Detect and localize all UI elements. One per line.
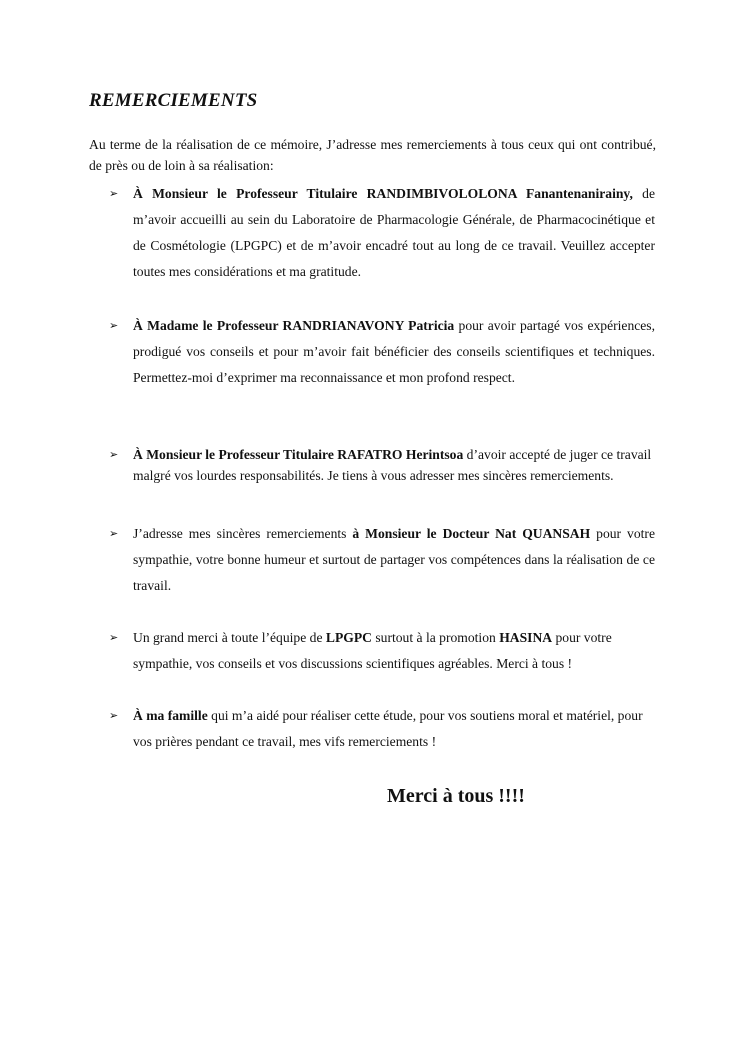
honoree-name: À Monsieur le Professeur Titulaire RANDIMBIVOLOLONA Fanantenanirainy,	[133, 186, 633, 201]
acknowledgement-body: d’avoir accepté de juger ce travail malgré vos lourdes responsabilités. Je tiens à vous adresser mes sincères remerciements.	[133, 447, 652, 483]
acknowledgement-text	[133, 313, 655, 391]
acknowledgement-item-6	[109, 703, 656, 755]
arrow-bullet-icon: ➢	[109, 709, 119, 722]
honoree-name: À Madame le Professeur RANDRIANAVONY Patricia	[133, 318, 455, 333]
arrow-bullet-icon: ➢	[109, 527, 119, 540]
intro-paragraph: Au terme de la réalisation de ce mémoire, J’adresse mes remerciements à tous ceux qui ont contribué, de près ou de loin à sa réalisation:	[89, 137, 656, 173]
lab-name: LPGPC	[325, 630, 372, 645]
acknowledgement-text	[133, 521, 655, 599]
promotion-name: HASINA	[499, 630, 553, 645]
acknowledgement-text	[133, 703, 655, 755]
acknowledgement-text	[133, 625, 655, 677]
acknowledgement-text	[133, 181, 655, 285]
acknowledgement-body: pour votre sympathie, vos conseils et vos discussions scientifiques agréables. Merci à tous !	[133, 630, 612, 671]
acknowledgement-body: surtout à la promotion	[371, 630, 500, 645]
arrow-bullet-icon: ➢	[109, 187, 119, 200]
acknowledgement-item-5	[109, 625, 656, 677]
page-title: REMERCIEMENTS	[89, 90, 258, 111]
acknowledgement-item-4	[109, 521, 656, 599]
arrow-bullet-icon: ➢	[109, 631, 119, 644]
honoree-name: À Monsieur le Professeur Titulaire RAFATRO Herintsoa	[133, 447, 464, 462]
honoree-name: À ma famille	[133, 708, 208, 723]
acknowledgement-body: Un grand merci à toute l’équipe de	[133, 630, 326, 645]
acknowledgement-item-1	[109, 181, 656, 285]
acknowledgement-item-2	[109, 313, 656, 391]
arrow-bullet-icon: ➢	[109, 448, 119, 461]
closing-line: Merci à tous !!!!	[387, 785, 525, 807]
acknowledgement-body: qui m’a aidé pour réaliser cette étude, pour vos soutiens moral et matériel, pour vos prières pendant ce travail, mes vifs remerciements !	[133, 708, 643, 749]
acknowledgement-body: de m’avoir accueilli au sein du Laboratoire de Pharmacologie Générale, de Pharmacocinétique et de Cosmétologie (LPGPC) et de m’avoir encadré tout au long de ce travail. Veuillez accepter toutes mes considérations et ma gratitude.	[133, 186, 656, 279]
acknowledgement-item-3	[109, 445, 656, 486]
acknowledgement-text	[133, 445, 655, 486]
acknowledgement-body: pour votre sympathie, votre bonne humeur et surtout de partager vos compétences dans la réalisation de ce travail.	[133, 526, 655, 593]
arrow-bullet-icon: ➢	[109, 319, 119, 332]
acknowledgement-body: J’adresse mes sincères remerciements	[133, 526, 353, 541]
honoree-name: à Monsieur le Docteur Nat QUANSAH	[352, 526, 591, 541]
acknowledgement-body: pour avoir partagé vos expériences, prodigué vos conseils et pour m’avoir fait bénéficier des conseils scientifiques et techniques. Permettez-moi d’exprimer ma reconnaissance et mon profond respect.	[133, 318, 655, 385]
